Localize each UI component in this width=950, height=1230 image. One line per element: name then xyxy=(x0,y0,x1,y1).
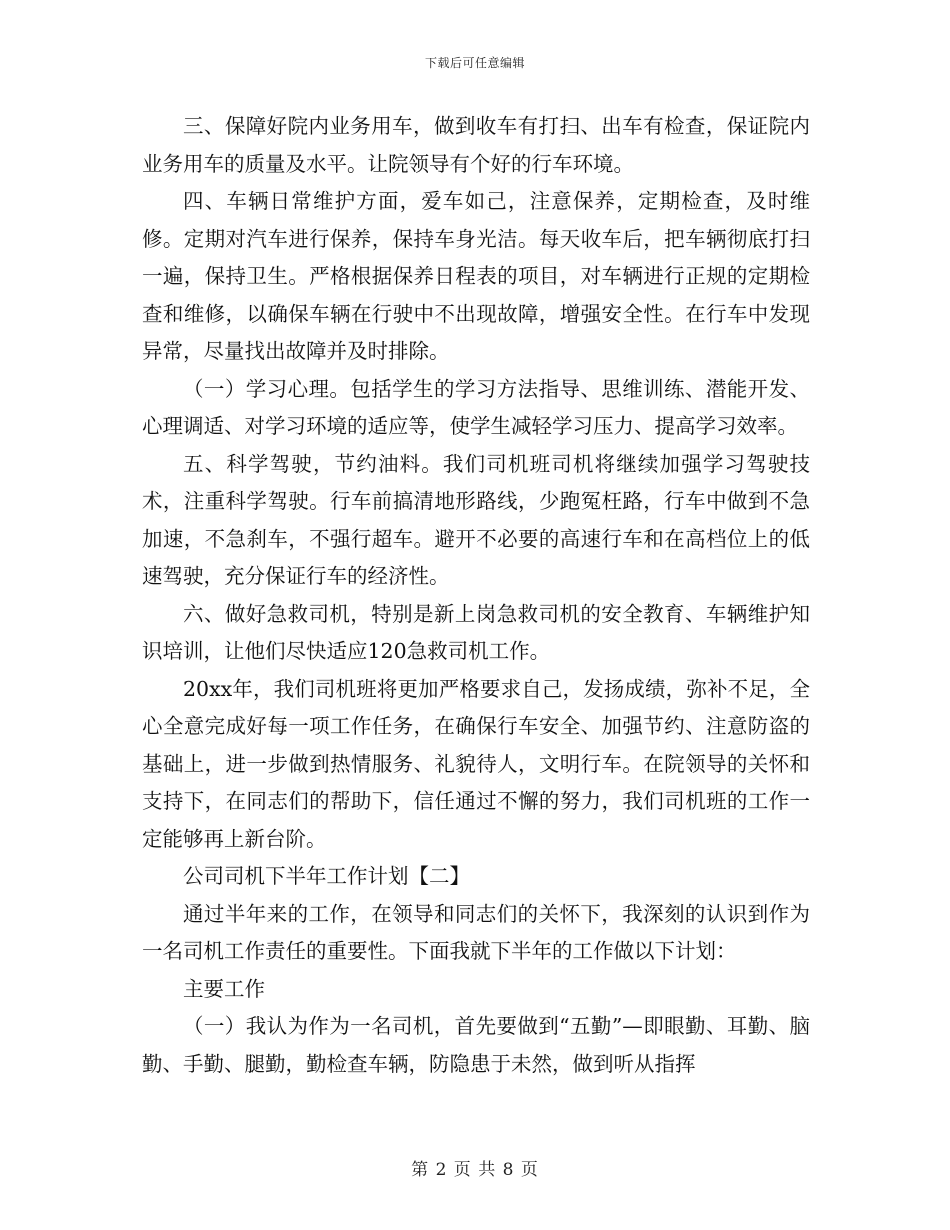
paragraph-section-5: 五、科学驾驶，节约油料。我们司机班司机将继续加强学习驾驶技术，注重科学驾驶。行车前搞清地形路线，少跑冤枉路，行车中做到不急加速，不急刹车，不强行超车。避开不必要的高速行车和在高档位上的低速驾驶，充分保证行车的经济性。 xyxy=(142,451,810,588)
paragraph-five-diligences: （一）我认为作为一名司机，首先要做到“五勤”—即眼勤、耳勤、脑勤、手勤、腿勤，勤检查车辆，防隐患于未然，做到听从指挥 xyxy=(142,1014,810,1076)
paragraph-learning-psychology: （一）学习心理。包括学生的学习方法指导、思维训练、潜能开发、心理调适、对学习环境的适应等，使学生减轻学习压力、提高学习效率。 xyxy=(142,376,810,438)
subheading-main-work: 主要工作 xyxy=(183,976,265,1001)
paragraph-year-summary: 20xx年，我们司机班将更加严格要求自己，发扬成绩，弥补不足，全心全意完成好每一项工作任务，在确保行车安全、加强节约、注意防盗的基础上，进一步做到热情服务、礼貌待人，文明行车。在院领导的关怀和支持下，在同志们的帮助下，信任通过不懈的努力，我们司机班的工作一定能够再上新台阶。 xyxy=(142,676,810,851)
paragraph-plan-intro: 通过半年来的工作，在领导和同志们的关怀下，我深刻的认识到作为一名司机工作责任的重要性。下面我就下半年的工作做以下计划： xyxy=(142,901,810,963)
paragraph-section-4: 四、车辆日常维护方面，爱车如己，注意保养，定期检查，及时维修。定期对汽车进行保养，保持车身光洁。每天收车后，把车辆彻底打扫一遍，保持卫生。严格根据保养日程表的项目，对车辆进行正规的定期检查和维修，以确保车辆在行驶中不出现故障，增强安全性。在行车中发现异常，尽量找出故障并及时排除。 xyxy=(142,189,810,363)
page-header: 下载后可任意编辑 xyxy=(424,56,525,70)
document-body xyxy=(142,108,810,1083)
section-title-plan-2: 公司司机下半年工作计划【二】 xyxy=(183,864,470,888)
paragraph-section-6: 六、做好急救司机，特别是新上岗急救司机的安全教育、车辆维护知识培训，让他们尽快适应120急救司机工作。 xyxy=(142,601,810,663)
page-number: 第 2 页 共 8 页 xyxy=(411,1160,539,1180)
paragraph-section-3: 三、保障好院内业务用车，做到收车有打扫、出车有检查，保证院内业务用车的质量及水平。让院领导有个好的行车环境。 xyxy=(142,114,810,176)
